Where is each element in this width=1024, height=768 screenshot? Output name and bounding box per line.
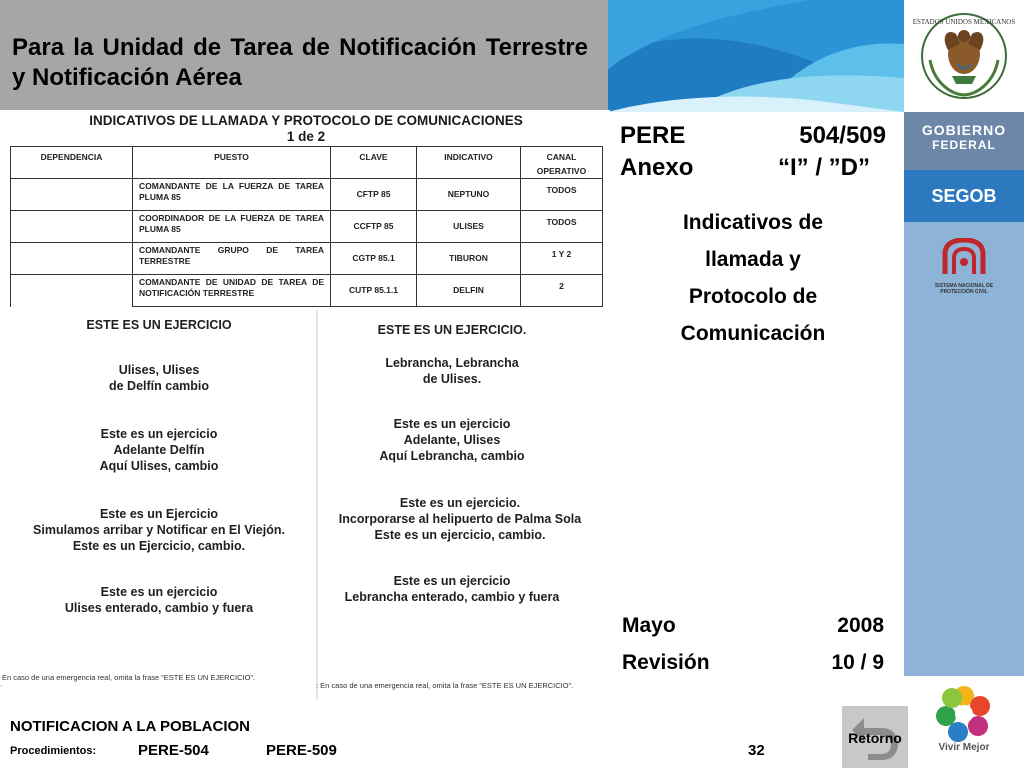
dialogue-line: Este es un ejercicio bbox=[393, 574, 511, 588]
procedimientos-label: Procedimientos: bbox=[10, 745, 97, 757]
coat-of-arms-logo bbox=[904, 0, 1024, 112]
indicativo-cell: ULISES bbox=[417, 211, 521, 243]
left-footnote: En caso de una emergencia real, omita la frase “ESTE ES UN EJERCICIO”. bbox=[2, 673, 256, 682]
column-header: CLAVE bbox=[331, 147, 417, 179]
dialogue-line: ESTE ES UN EJERCICIO. bbox=[377, 323, 527, 337]
column-header: INDICATIVO bbox=[417, 147, 521, 179]
anexo-value: “I” / ”D” bbox=[777, 154, 870, 181]
segob-logo bbox=[904, 170, 1024, 222]
dialogue-line: ESTE ES UN EJERCICIO bbox=[86, 318, 232, 332]
left-dialogue-block bbox=[0, 362, 318, 394]
dialogue-line: Este es un ejercicio. bbox=[399, 496, 521, 510]
title-banner bbox=[0, 0, 608, 110]
puesto-cell: COORDINADOR DE LA FUERZA DE TAREA PLUMA 85 bbox=[133, 211, 331, 243]
dialogue-line: de Ulises. bbox=[422, 372, 482, 386]
revision-label: Revisión bbox=[622, 651, 710, 674]
table-row bbox=[11, 275, 603, 307]
page-number: 32 bbox=[748, 742, 765, 759]
dialogue-line: Aquí Ulises, cambio bbox=[99, 459, 219, 473]
dialogue-line: Este es un ejercicio, cambio. bbox=[374, 528, 546, 542]
indicativo-cell: TIBURON bbox=[417, 243, 521, 275]
revision-value: 10 / 9 bbox=[831, 651, 884, 674]
left-dialogue-block bbox=[0, 426, 318, 474]
procedure-code: PERE-509 bbox=[266, 742, 337, 759]
procedure-code: PERE-504 bbox=[138, 742, 209, 759]
dialogue-line: Ulises, Ulises bbox=[118, 363, 200, 377]
document-image bbox=[0, 110, 610, 700]
anexo-label: Anexo bbox=[620, 154, 694, 181]
retorno-label: Retorno bbox=[848, 730, 902, 746]
column-header: DEPENDENCIA bbox=[11, 147, 133, 179]
puesto-cell: COMANDANTE DE UNIDAD DE TAREA DE NOTIFICACIÓN TERRESTRE bbox=[133, 275, 331, 307]
puesto-cell: COMANDANTE GRUPO DE TAREA TERRESTRE bbox=[133, 243, 331, 275]
description-line: Comunicación bbox=[680, 322, 826, 345]
canal-cell: TODOS bbox=[521, 211, 603, 243]
canal-cell: TODOS bbox=[521, 179, 603, 211]
slide-title: Para la Unidad de Tarea de Notificación Terrestre y Notificación Aérea bbox=[12, 34, 588, 91]
right-dialogue-block bbox=[310, 495, 610, 543]
wave-decoration bbox=[608, 0, 904, 112]
vivir-mejor-label: Vivir Mejor bbox=[938, 742, 990, 753]
left-dialogue-block bbox=[0, 584, 318, 616]
indicativo-cell: NEPTUNO bbox=[417, 179, 521, 211]
document-title bbox=[0, 113, 610, 145]
table-header-row bbox=[11, 147, 603, 179]
dependencia-cell bbox=[11, 243, 133, 275]
document-title-line: INDICATIVOS DE LLAMADA Y PROTOCOLO DE COMUNICACIONES bbox=[89, 113, 523, 128]
dialogue-line: Adelante Delfín bbox=[113, 443, 205, 457]
proteccion-civil-icon bbox=[939, 238, 989, 278]
mayo-value: 2008 bbox=[837, 614, 884, 637]
clave-cell: CUTP 85.1.1 bbox=[331, 275, 417, 307]
mayo-label: Mayo bbox=[622, 614, 676, 637]
dialogue-line: Adelante, Ulises bbox=[403, 433, 501, 447]
description bbox=[628, 204, 878, 352]
retorno-button[interactable] bbox=[842, 706, 908, 768]
mexican-coat-of-arms-icon bbox=[904, 0, 1024, 112]
vivir-mejor-icon bbox=[904, 682, 1024, 748]
scan-mark: ˊ bbox=[0, 686, 3, 693]
right-footnote: : En caso de una emergencia real, omita la frase “ESTE ES UN EJERCICIO”. bbox=[316, 681, 574, 690]
description-line: Protocolo de bbox=[688, 285, 818, 308]
canal-cell: 1 Y 2 bbox=[521, 243, 603, 275]
federal-text: FEDERAL bbox=[932, 138, 996, 152]
indicativo-cell: DELFIN bbox=[417, 275, 521, 307]
puesto-cell: COMANDANTE DE LA FUERZA DE TAREA PLUMA 85 bbox=[133, 179, 331, 211]
dialogue-line: Lebrancha, Lebrancha bbox=[385, 356, 519, 370]
left-dialogue-block bbox=[0, 317, 318, 333]
canal-cell: 2 bbox=[521, 275, 603, 307]
column-header: PUESTO bbox=[133, 147, 331, 179]
table-row bbox=[11, 211, 603, 243]
dialogue-line: Este es un Ejercicio bbox=[99, 507, 219, 521]
pere-label: PERE bbox=[620, 122, 686, 149]
dialogue-line: Ulises enterado, cambio y fuera bbox=[64, 601, 254, 615]
dependencia-cell bbox=[11, 211, 133, 243]
clave-cell: CGTP 85.1 bbox=[331, 243, 417, 275]
document-page-indicator: 1 de 2 bbox=[286, 129, 326, 144]
right-dialogue-block bbox=[302, 355, 602, 387]
clave-cell: CCFTP 85 bbox=[331, 211, 417, 243]
vivir-mejor-logo bbox=[904, 676, 1024, 768]
gobierno-federal-logo bbox=[904, 112, 1024, 170]
segob-text: SEGOB bbox=[931, 186, 997, 206]
gobierno-text: GOBIERNO bbox=[921, 122, 1007, 138]
right-dialogue-block bbox=[302, 573, 602, 605]
dialogue-line: Este es un ejercicio bbox=[393, 417, 511, 431]
dialogue-line: Este es un Ejercicio, cambio. bbox=[72, 539, 246, 553]
dialogue-line: Este es un ejercicio bbox=[100, 585, 218, 599]
dependencia-cell bbox=[11, 179, 133, 211]
dialogue-line: Simulamos arribar y Notificar en El Viejón. bbox=[33, 523, 285, 537]
dialogue-line: Aquí Lebrancha, cambio bbox=[379, 449, 525, 463]
dialogue-line: Este es un ejercicio bbox=[100, 427, 218, 441]
table-row bbox=[11, 179, 603, 211]
table-row bbox=[11, 243, 603, 275]
column-header: CANAL OPERATIVO bbox=[521, 147, 603, 179]
pere-value: 504/509 bbox=[799, 122, 886, 149]
dialogue-line: de Delfín cambio bbox=[108, 379, 210, 393]
left-dialogue-block bbox=[0, 506, 318, 554]
dependencia-cell bbox=[11, 275, 133, 307]
clave-cell: CFTP 85 bbox=[331, 179, 417, 211]
seal-text: ESTADOS UNIDOS MEXICANOS bbox=[912, 18, 1016, 26]
dialogue-line: Lebrancha enterado, cambio y fuera bbox=[344, 590, 560, 604]
right-dialogue-block bbox=[302, 322, 602, 338]
proteccion-civil-logo bbox=[918, 238, 1010, 304]
description-line: Indicativos de bbox=[682, 211, 824, 234]
right-dialogue-block bbox=[302, 416, 602, 464]
proteccion-civil-label: SISTEMA NACIONAL DE PROTECCIÓN CIVIL bbox=[934, 283, 994, 295]
info-panel bbox=[608, 112, 904, 708]
dialogue-line: Incorporarse al helipuerto de Palma Sola bbox=[338, 512, 582, 526]
description-line: llamada y bbox=[705, 248, 801, 271]
call-signs-table bbox=[10, 146, 603, 307]
footer-title: NOTIFICACION A LA POBLACION bbox=[10, 718, 250, 735]
